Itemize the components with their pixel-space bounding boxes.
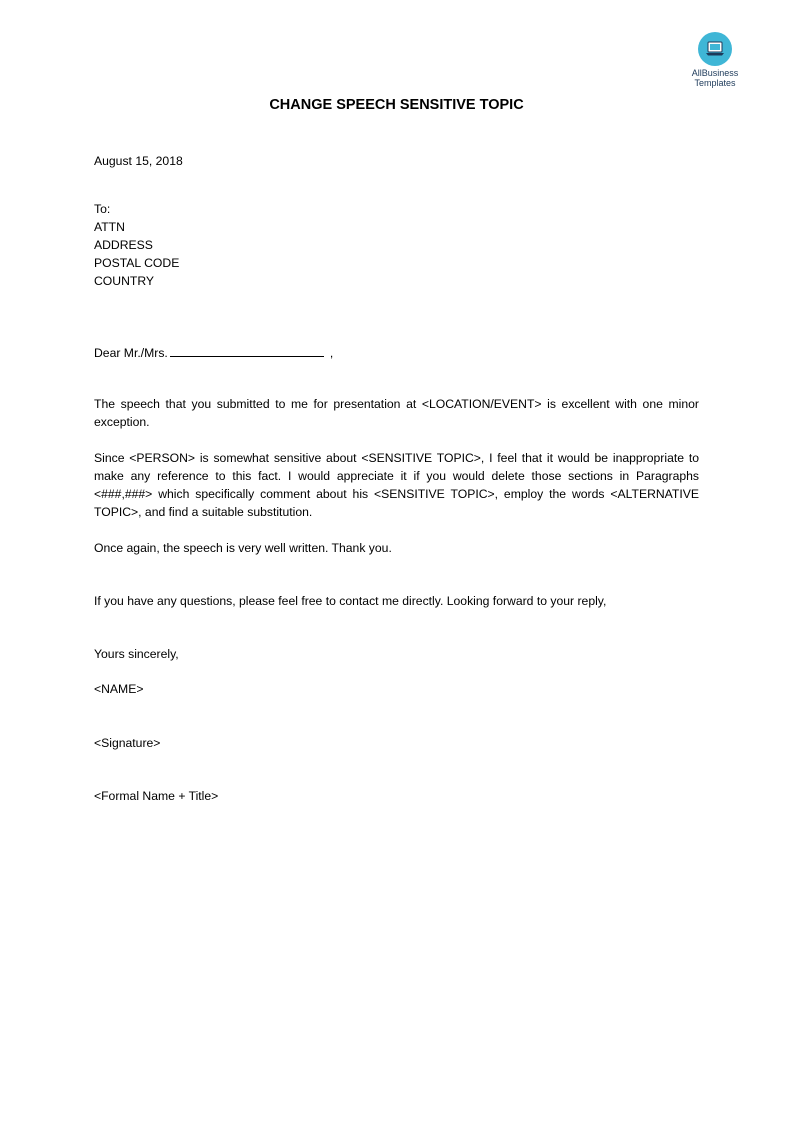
- salutation-suffix: ,: [329, 346, 334, 360]
- salutation-prefix: Dear Mr./Mrs.: [94, 346, 168, 360]
- closing: Yours sincerely,: [94, 647, 179, 661]
- recipient-block: [94, 200, 699, 290]
- body-paragraph-1: The speech that you submitted to me for presentation at <LOCATION/EVENT> is excellent with one minor exception.: [94, 397, 699, 429]
- letter-date: August 15, 2018: [94, 154, 183, 168]
- recipient-address: ADDRESS: [94, 238, 153, 252]
- sender-formal-name: <Formal Name + Title>: [94, 789, 219, 803]
- recipient-name-blank: [170, 344, 324, 357]
- company-logo: [686, 32, 744, 88]
- recipient-postal-code: POSTAL CODE: [94, 256, 180, 270]
- sender-name: <NAME>: [94, 682, 144, 696]
- sender-signature: <Signature>: [94, 736, 161, 750]
- logo-line-2: Templates: [694, 78, 736, 88]
- recipient-country: COUNTRY: [94, 274, 155, 288]
- laptop-icon: [698, 32, 732, 66]
- recipient-to: To:: [94, 202, 111, 216]
- body-paragraph-3: Once again, the speech is very well written. Thank you.: [94, 541, 392, 555]
- body-paragraph-4: If you have any questions, please feel free to contact me directly. Looking forward to your reply,: [94, 594, 607, 608]
- logo-line-1: AllBusiness: [691, 68, 739, 78]
- recipient-attn: ATTN: [94, 220, 125, 234]
- salutation: [94, 344, 699, 362]
- document-title: CHANGE SPEECH SENSITIVE TOPIC: [269, 97, 524, 113]
- body-paragraph-2: Since <PERSON> is somewhat sensitive about <SENSITIVE TOPIC>, I feel that it would be inappropriate to make any reference to this fact. I would appreciate it if you would delete those sections in Paragraphs <###,###> which specifically comment about his <SENSITIVE TOPIC>, employ the words <ALTERNATIVE TOPIC>, and find a suitable substitution.: [94, 451, 699, 519]
- logo-text: [686, 68, 744, 88]
